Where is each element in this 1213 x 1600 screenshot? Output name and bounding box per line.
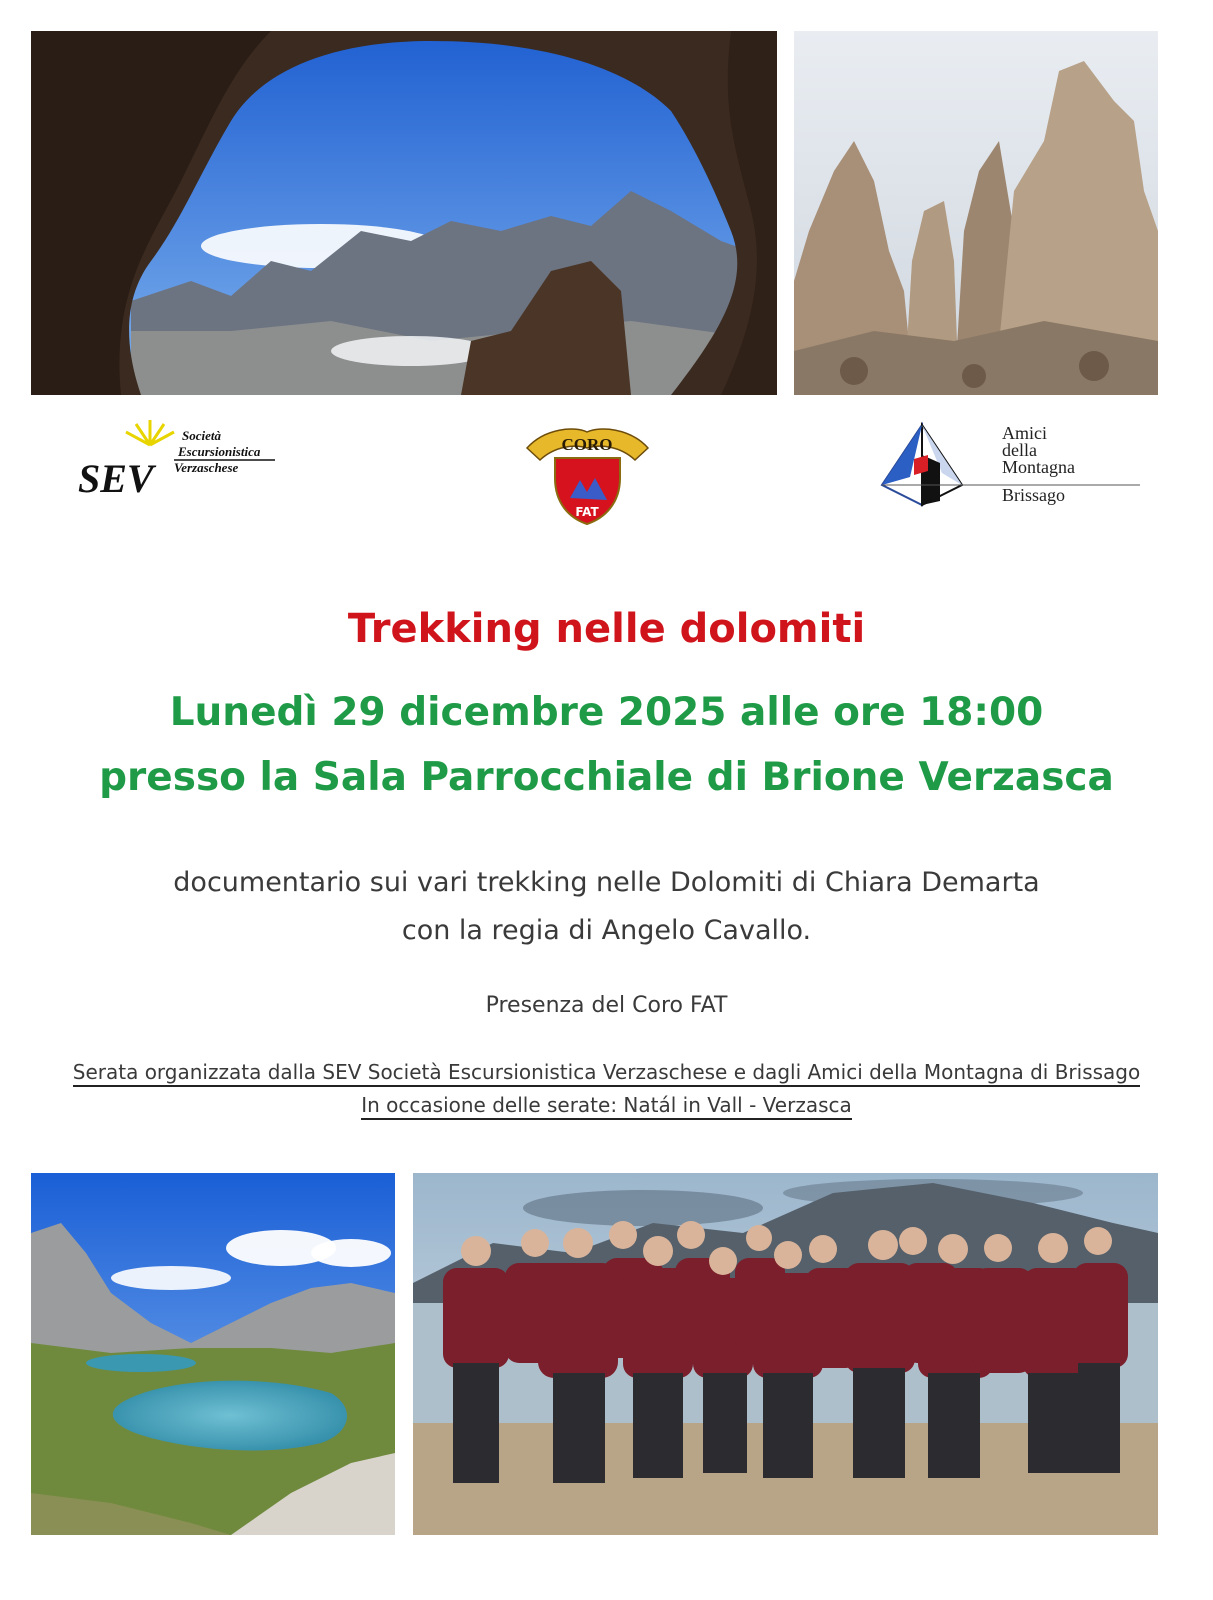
coro-fat-logo-bottom: FAT — [575, 505, 599, 519]
amici-montagna-logo — [880, 415, 1145, 540]
event-occasion: In occasione delle serate: Natál in Vall - Verzasca — [361, 1093, 852, 1120]
photo-choir-group — [413, 1173, 1158, 1535]
photo-alpine-lake — [31, 1173, 395, 1535]
photo-cave-dolomites — [31, 31, 777, 395]
event-venue: presso la Sala Parrocchiale di Brione Verzasca — [99, 755, 1114, 800]
coro-fat-logo — [525, 418, 650, 526]
coro-fat-logo-top: CORO — [561, 435, 613, 454]
amici-logo-line4: Brissago — [1002, 485, 1065, 505]
amici-logo-line3: Montagna — [1002, 457, 1075, 477]
event-organizers: Serata organizzata dalla SEV Società Escursionistica Verzaschese e dagli Amici della Montagna di Brissago — [73, 1060, 1140, 1087]
event-title: Trekking nelle dolomiti — [347, 606, 866, 652]
photo-rock-spires — [794, 31, 1158, 395]
event-organizers-row — [0, 1060, 1213, 1084]
event-description-line2: con la regia di Angelo Cavallo. — [401, 915, 812, 946]
sev-logo-line1: Società — [182, 428, 221, 443]
sev-logo — [70, 410, 285, 535]
event-presence: Presenza del Coro FAT — [485, 993, 728, 1018]
sev-logo-line3: Verzaschese — [174, 460, 239, 475]
event-description-line1: documentario sui vari trekking nelle Dolomiti di Chiara Demarta — [173, 867, 1040, 898]
event-date: Lunedì 29 dicembre 2025 alle ore 18:00 — [169, 690, 1044, 735]
amici-logo-line1: Amici — [1002, 423, 1047, 443]
amici-logo-line2: della — [1002, 440, 1037, 460]
event-occasion-row — [0, 1093, 1213, 1117]
sev-logo-line2: Escursionistica — [178, 444, 261, 459]
sev-logo-mark: SEV — [78, 456, 154, 501]
